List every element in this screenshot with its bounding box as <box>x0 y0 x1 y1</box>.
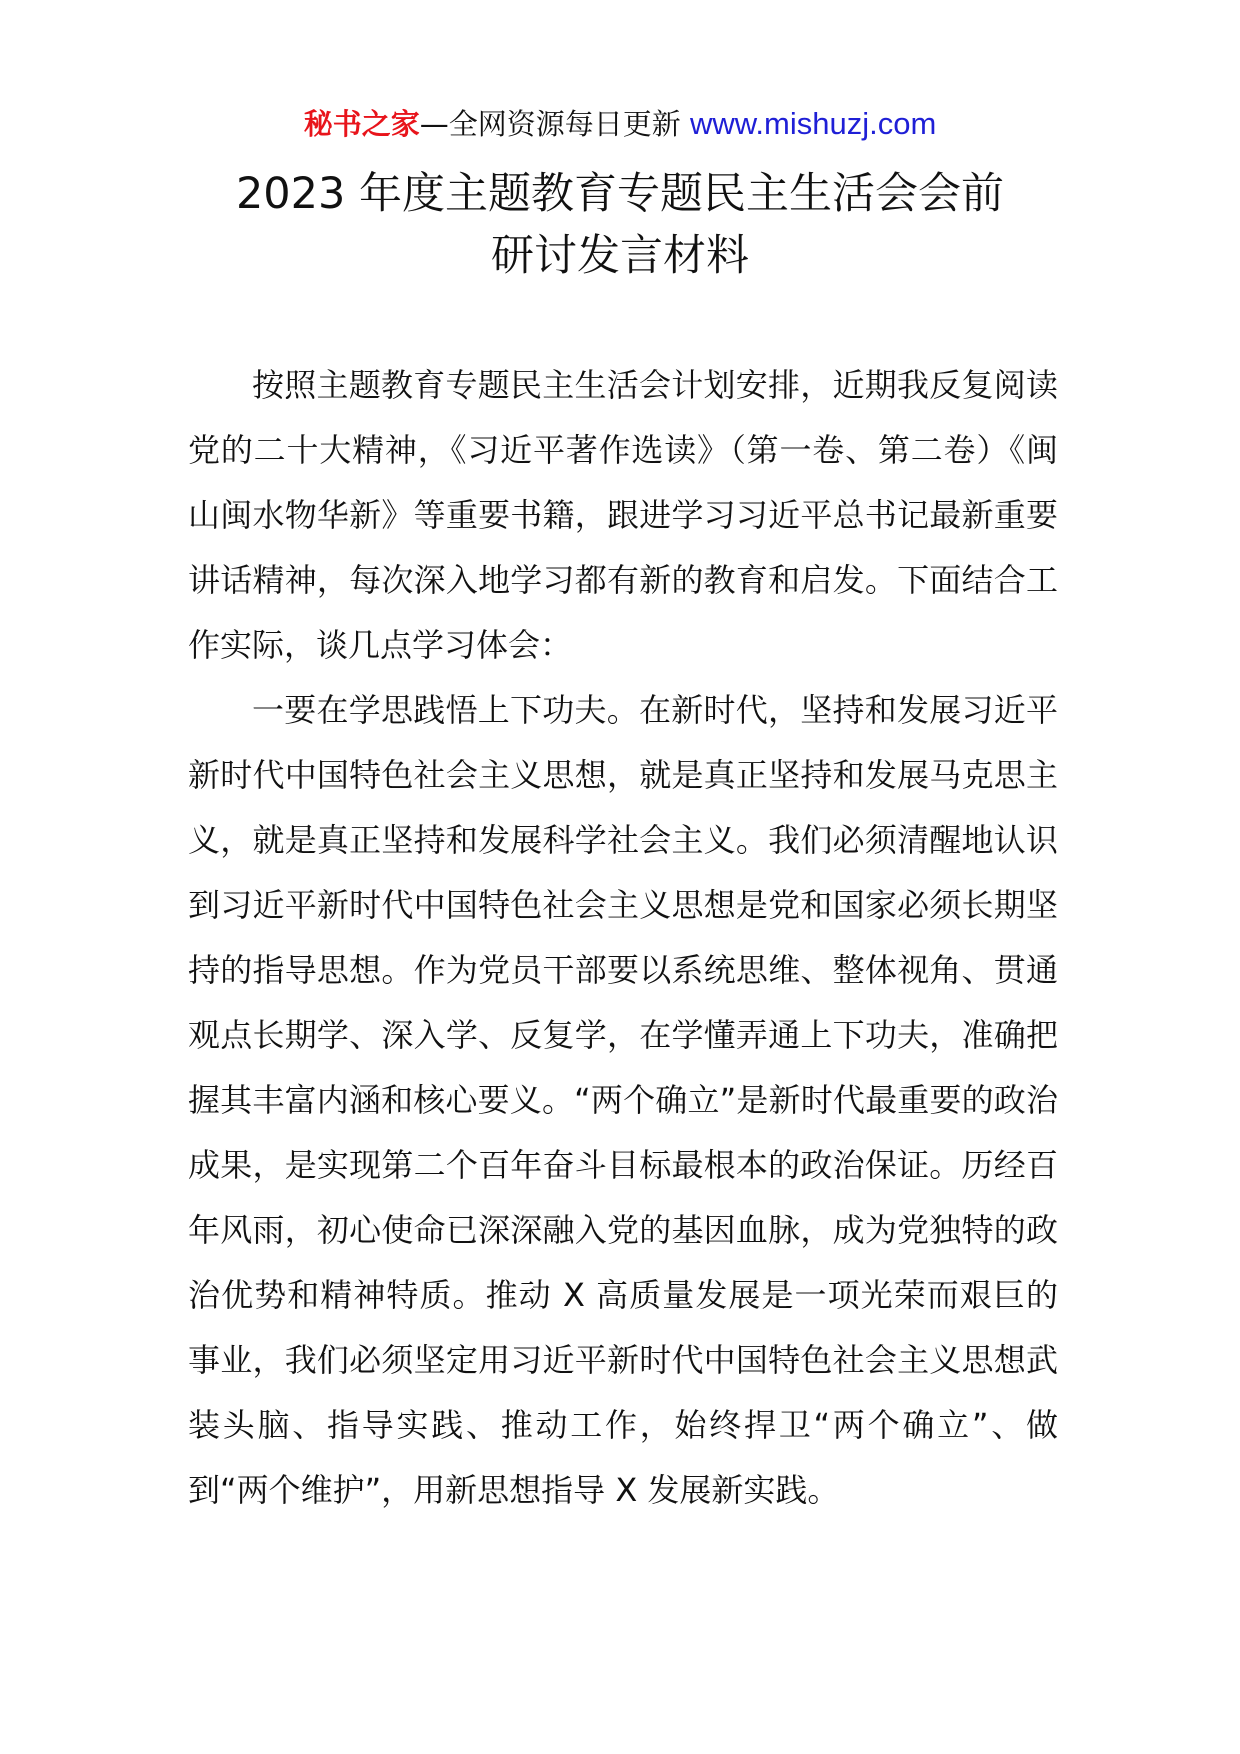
brand-name: 秘书之家 <box>303 107 420 141</box>
paragraph-intro: 按照主题教育专题民主生活会计划安排，近期我反复阅读党的二十大精神，《习近平著作选读》（第一卷、第二卷）《闽山闽水物华新》等重要书籍，跟进学习习近平总书记最新重要讲话精神，每次深入地学习都有新的教育和启发。下面结合工作实际，谈几点学习体会： <box>188 366 1058 664</box>
header-tagline: —全网资源每日更新 <box>419 107 690 141</box>
document-title <box>100 163 1140 287</box>
document-body <box>188 353 1058 1523</box>
paragraph-section-1: 一要在学思践悟上下功夫。在新时代，坚持和发展习近平新时代中国特色社会主义思想，就是真正坚持和发展马克思主义，就是真正坚持和发展科学社会主义。我们必须清醒地认识到习近平新时代中国特色社会主义思想是党和国家必须长期坚持的指导思想。作为党员干部要以系统思维、整体视角、贯通观点长期学、深入学、反复学，在学懂弄通上下功夫，准确把握其丰富内涵和核心要义。“两个确立”是新时代最重要的政治成果，是实现第二个百年奋斗目标最根本的政治保证。历经百年风雨，初心使命已深深融入党的基因血脉，成为党独特的政治优势和精神特质。推动 X 高质量发展是一项光荣而艰巨的事业，我们必须坚定用习近平新时代中国特色社会主义思想武装头脑、指导实践、推动工作，始终捍卫“两个确立”、做到“两个维护”，用新思想指导 X 发展新实践。 <box>188 691 1058 1509</box>
watermark-header <box>0 104 1240 144</box>
title-line-2: 研讨发言材料 <box>491 231 749 281</box>
title-line-1: 2023 年度主题教育专题民主生活会会前 <box>235 169 1005 219</box>
website-link[interactable]: www.mishuzj.com <box>689 106 937 141</box>
